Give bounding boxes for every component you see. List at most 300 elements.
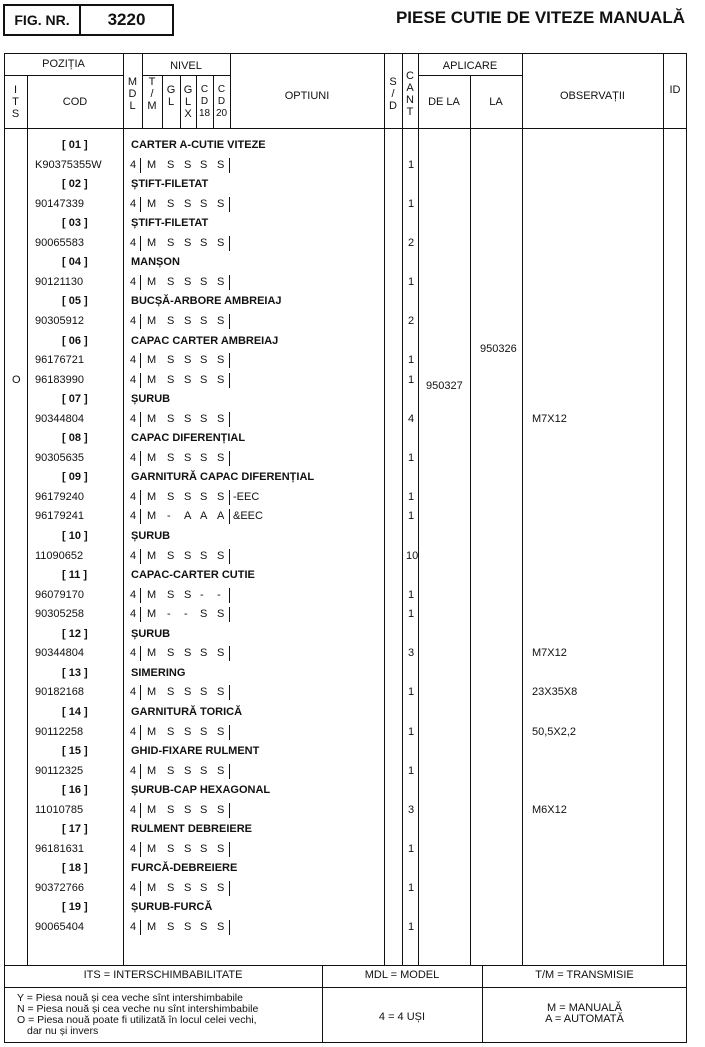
- header-bottom-rule: [4, 128, 687, 129]
- cell-divider: [229, 236, 230, 251]
- transmission-cell: M: [147, 275, 157, 288]
- level-cd18-cell: S: [200, 236, 208, 249]
- part-code: 96079170: [35, 588, 84, 601]
- part-name: ȘTIFT-FILETAT: [131, 217, 209, 230]
- quantity-cell: 1: [408, 686, 415, 699]
- quantity-cell: 2: [408, 314, 415, 327]
- cell-divider: [140, 197, 141, 212]
- position-header-row: [0, 332, 705, 351]
- cell-divider: [140, 685, 141, 700]
- part-name: SIMERING: [131, 666, 186, 679]
- level-cd18-cell: -: [200, 588, 204, 601]
- position-number: [ 01 ]: [62, 139, 88, 151]
- transmission-cell: M: [147, 725, 157, 738]
- header-glx: G L X: [183, 84, 193, 120]
- model-cell: 4: [130, 842, 137, 855]
- level-glx-cell: S: [184, 881, 192, 894]
- quantity-cell: 4: [408, 412, 415, 425]
- observation-cell: M6X12: [532, 803, 567, 816]
- position-header-row: [0, 468, 705, 487]
- position-header-row: [0, 175, 705, 194]
- part-code: 96179240: [35, 490, 84, 503]
- part-code: 96176721: [35, 354, 84, 367]
- cell-divider: [229, 842, 230, 857]
- level-cd18-cell: S: [200, 881, 208, 894]
- part-name: CAPAC DIFERENȚIAL: [131, 432, 246, 445]
- level-glx-cell: S: [184, 588, 192, 601]
- position-header-row: [0, 136, 705, 155]
- cell-divider: [229, 412, 230, 427]
- position-number: [ 07 ]: [62, 393, 88, 406]
- part-row: [0, 312, 705, 331]
- header-observatii: OBSERVAȚII: [559, 90, 625, 102]
- position-number: [ 17 ]: [62, 823, 88, 836]
- level-gl-cell: S: [167, 803, 175, 816]
- part-row: [0, 273, 705, 292]
- apply-from-cell: 950327: [426, 379, 463, 392]
- header-gl: G L: [166, 84, 176, 108]
- position-header-row: [0, 625, 705, 644]
- part-code: 90065583: [35, 236, 84, 249]
- part-row: [0, 449, 705, 468]
- transmission-cell: M: [147, 764, 157, 777]
- header-tm: T / M: [147, 76, 157, 112]
- legend-its-text: Y = Piesa nouă și cea veche sînt intershimbabile N = Piesa nouă și cea veche nu sînt intershimbabile O = Piesa nouă poate fi utilizată în locul celei vechi, dar nu și invers: [17, 992, 259, 1037]
- part-code: 90182168: [35, 686, 84, 699]
- position-header-row: [0, 390, 705, 409]
- model-cell: 4: [130, 764, 137, 777]
- level-gl-cell: S: [167, 354, 175, 367]
- observation-cell: 50,5X2,2: [532, 725, 577, 738]
- part-row: [0, 801, 705, 820]
- observation-cell: M7X12: [532, 647, 567, 660]
- level-gl-cell: S: [167, 197, 175, 210]
- position-header-row: [0, 214, 705, 233]
- cell-divider: [140, 373, 141, 388]
- part-name: CAPAC CARTER AMBREIAJ: [131, 334, 279, 347]
- position-header-row: [0, 781, 705, 800]
- level-glx-cell: S: [184, 921, 192, 933]
- level-cd20-cell: S: [217, 921, 225, 933]
- level-cd18-cell: S: [200, 373, 208, 386]
- cell-divider: [229, 197, 230, 212]
- position-header-row: [0, 703, 705, 722]
- model-cell: 4: [130, 686, 137, 699]
- level-cd20-cell: S: [217, 373, 225, 386]
- cell-divider: [229, 490, 230, 505]
- part-code: 90121130: [35, 275, 84, 288]
- level-cd20-cell: A: [217, 510, 225, 523]
- level-cd18-cell: S: [200, 647, 208, 660]
- position-number: [ 02 ]: [62, 178, 88, 191]
- model-cell: 4: [130, 354, 137, 367]
- level-gl-cell: S: [167, 158, 175, 171]
- level-gl-cell: S: [167, 764, 175, 777]
- level-cd18-cell: S: [200, 354, 208, 367]
- position-header-row: [0, 566, 705, 585]
- quantity-cell: 1: [408, 490, 415, 503]
- quantity-cell: 1: [408, 921, 415, 933]
- part-name: ȘURUB-FURCĂ: [131, 901, 213, 914]
- level-glx-cell: S: [184, 764, 192, 777]
- quantity-cell: 1: [408, 764, 415, 777]
- level-gl-cell: S: [167, 921, 175, 933]
- part-code: 90147339: [35, 197, 84, 210]
- level-cd20-cell: S: [217, 451, 225, 464]
- part-row: [0, 879, 705, 898]
- header-mdl: M D L: [127, 76, 138, 112]
- cell-divider: [140, 451, 141, 466]
- cell-divider: [140, 509, 141, 524]
- header-optiuni: OPTIUNI: [284, 90, 330, 102]
- part-name: GHID-FIXARE RULMENT: [131, 745, 260, 758]
- part-code: 90112325: [35, 764, 84, 777]
- cell-divider: [140, 412, 141, 427]
- part-name: ȘURUB: [131, 530, 171, 542]
- transmission-cell: M: [147, 686, 157, 699]
- level-cd18-cell: S: [200, 158, 208, 171]
- header-cd20: C D 20: [215, 84, 228, 119]
- part-code: 11090652: [35, 549, 84, 562]
- level-glx-cell: -: [184, 608, 188, 621]
- part-code: 90305635: [35, 451, 84, 464]
- level-gl-cell: S: [167, 588, 175, 601]
- legend-tm-title: T/M = TRANSMISIE: [535, 969, 634, 981]
- position-header-row: [0, 664, 705, 683]
- level-glx-cell: S: [184, 275, 192, 288]
- level-glx-cell: S: [184, 451, 192, 464]
- level-glx-cell: S: [184, 373, 192, 386]
- cell-divider: [140, 549, 141, 564]
- part-row: [0, 762, 705, 781]
- transmission-cell: M: [147, 197, 157, 210]
- position-header-row: [0, 742, 705, 761]
- level-cd18-cell: S: [200, 921, 208, 933]
- position-header-row: [0, 527, 705, 546]
- level-cd18-cell: S: [200, 490, 208, 503]
- level-glx-cell: S: [184, 725, 192, 738]
- cell-divider: [229, 275, 230, 290]
- model-cell: 4: [130, 921, 137, 933]
- transmission-cell: M: [147, 236, 157, 249]
- legend-mid-rule: [4, 987, 687, 988]
- cell-divider: [140, 842, 141, 857]
- level-glx-cell: S: [184, 647, 192, 660]
- quantity-cell: 1: [408, 842, 415, 855]
- quantity-cell: 1: [408, 881, 415, 894]
- level-cd20-cell: S: [217, 881, 225, 894]
- level-cd20-cell: S: [217, 354, 225, 367]
- quantity-cell: 1: [408, 197, 415, 210]
- level-gl-cell: -: [167, 510, 171, 523]
- cell-divider: [229, 803, 230, 818]
- part-name: ȘURUB-CAP HEXAGONAL: [131, 784, 271, 797]
- part-code: 96183990: [35, 373, 84, 386]
- cell-divider: [140, 490, 141, 505]
- cell-divider: [229, 549, 230, 564]
- cell-divider: [140, 725, 141, 740]
- cell-divider: [140, 353, 141, 368]
- part-name: GARNITURĂ CAPAC DIFERENȚIAL: [131, 471, 315, 484]
- header-de-la: DE LA: [428, 96, 460, 108]
- position-header-row: [0, 898, 705, 917]
- model-cell: 4: [130, 881, 137, 894]
- part-code: 90112258: [35, 725, 84, 738]
- cell-divider: [140, 314, 141, 329]
- transmission-cell: M: [147, 158, 157, 171]
- level-cd20-cell: S: [217, 842, 225, 855]
- model-cell: 4: [130, 608, 137, 621]
- level-glx-cell: S: [184, 314, 192, 327]
- part-row: [0, 371, 705, 390]
- level-cd20-cell: S: [217, 608, 225, 621]
- level-gl-cell: S: [167, 451, 175, 464]
- level-cd20-cell: -: [217, 588, 221, 601]
- model-cell: 4: [130, 725, 137, 738]
- model-cell: 4: [130, 510, 137, 523]
- quantity-cell: 1: [408, 373, 415, 386]
- position-number: [ 16 ]: [62, 784, 88, 797]
- figure-number: 3220: [81, 4, 174, 36]
- model-cell: 4: [130, 647, 137, 660]
- model-cell: 4: [130, 236, 137, 249]
- part-row: [0, 343, 705, 370]
- part-name: GARNITURĂ TORICĂ: [131, 705, 243, 718]
- model-cell: 4: [130, 373, 137, 386]
- level-cd18-cell: S: [200, 275, 208, 288]
- cell-divider: [140, 881, 141, 896]
- model-cell: 4: [130, 451, 137, 464]
- model-cell: 4: [130, 549, 137, 562]
- option-cell: -EEC: [233, 490, 260, 503]
- part-row: [0, 644, 705, 663]
- its-cell: O: [12, 373, 21, 386]
- level-glx-cell: S: [184, 412, 192, 425]
- level-cd18-cell: S: [200, 412, 208, 425]
- header-id: ID: [669, 84, 681, 96]
- part-name: ȘURUB: [131, 627, 171, 640]
- part-row: [0, 410, 705, 429]
- header-nivel: NIVEL: [170, 60, 202, 72]
- level-glx-cell: S: [184, 803, 192, 816]
- level-cd20-cell: S: [217, 275, 225, 288]
- header-la: LA: [489, 96, 503, 108]
- level-gl-cell: S: [167, 686, 175, 699]
- position-number: [ 11 ]: [62, 569, 88, 582]
- part-name: FURCĂ-DEBREIERE: [131, 862, 238, 875]
- part-row: [0, 840, 705, 859]
- cell-divider: [229, 588, 230, 603]
- position-number: [ 10 ]: [62, 530, 88, 542]
- level-cd20-cell: S: [217, 686, 225, 699]
- cell-divider: [140, 803, 141, 818]
- position-number: [ 14 ]: [62, 705, 88, 718]
- quantity-cell: 3: [408, 803, 415, 816]
- quantity-cell: 1: [408, 158, 415, 171]
- quantity-cell: 1: [408, 588, 415, 601]
- transmission-cell: M: [147, 314, 157, 327]
- cell-divider: [140, 236, 141, 251]
- cell-divider: [140, 588, 141, 603]
- part-row: [0, 586, 705, 605]
- level-cd20-cell: S: [217, 314, 225, 327]
- level-glx-cell: S: [184, 354, 192, 367]
- transmission-cell: M: [147, 803, 157, 816]
- level-gl-cell: S: [167, 373, 175, 386]
- transmission-cell: M: [147, 373, 157, 386]
- position-number: [ 13 ]: [62, 666, 88, 679]
- cell-divider: [140, 607, 141, 622]
- level-cd18-cell: S: [200, 803, 208, 816]
- level-glx-cell: S: [184, 236, 192, 249]
- level-cd18-cell: S: [200, 842, 208, 855]
- header-pozitia: POZIȚIA: [42, 58, 85, 70]
- position-number: [ 06 ]: [62, 334, 88, 347]
- transmission-cell: M: [147, 354, 157, 367]
- model-cell: 4: [130, 588, 137, 601]
- level-gl-cell: S: [167, 549, 175, 562]
- transmission-cell: M: [147, 588, 157, 601]
- transmission-cell: M: [147, 647, 157, 660]
- model-cell: 4: [130, 197, 137, 210]
- legend-its-title: ITS = INTERSCHIMBABILITATE: [83, 969, 243, 981]
- part-name: CARTER A-CUTIE VITEZE: [131, 139, 266, 151]
- model-cell: 4: [130, 275, 137, 288]
- part-row: [0, 234, 705, 253]
- cell-divider: [229, 920, 230, 935]
- cell-divider: [229, 764, 230, 779]
- cell-divider: [229, 451, 230, 466]
- part-code: 90344804: [35, 647, 84, 660]
- transmission-cell: M: [147, 412, 157, 425]
- level-glx-cell: S: [184, 686, 192, 699]
- level-gl-cell: S: [167, 647, 175, 660]
- level-glx-cell: A: [184, 510, 192, 523]
- level-gl-cell: S: [167, 842, 175, 855]
- position-header-row: [0, 253, 705, 272]
- observation-cell: M7X12: [532, 412, 567, 425]
- level-gl-cell: S: [167, 490, 175, 503]
- level-cd18-cell: S: [200, 314, 208, 327]
- part-code: 90305912: [35, 314, 84, 327]
- level-cd20-cell: S: [217, 197, 225, 210]
- part-code: 90305258: [35, 608, 84, 621]
- position-number: [ 08 ]: [62, 432, 88, 445]
- transmission-cell: M: [147, 881, 157, 894]
- level-cd18-cell: S: [200, 451, 208, 464]
- model-cell: 4: [130, 158, 137, 171]
- quantity-cell: 1: [408, 451, 415, 464]
- part-name: ȘURUB: [131, 393, 171, 406]
- position-number: [ 04 ]: [62, 256, 88, 269]
- position-number: [ 03 ]: [62, 217, 88, 230]
- part-name: MANȘON: [131, 256, 180, 269]
- cell-divider: [140, 275, 141, 290]
- quantity-cell: 1: [408, 510, 415, 523]
- model-cell: 4: [130, 803, 137, 816]
- position-number: [ 18 ]: [62, 862, 88, 875]
- model-cell: 4: [130, 314, 137, 327]
- level-cd20-cell: S: [217, 158, 225, 171]
- part-code: 90065404: [35, 921, 84, 933]
- part-code: 11010785: [35, 803, 84, 816]
- part-code: 96179241: [35, 510, 84, 523]
- quantity-cell: 1: [408, 275, 415, 288]
- cell-divider: [229, 881, 230, 896]
- part-code: K90375355W: [35, 158, 102, 171]
- cell-divider: [229, 607, 230, 622]
- legend-mdl-title: MDL = MODEL: [364, 969, 440, 981]
- level-cd18-cell: S: [200, 725, 208, 738]
- part-row: [0, 723, 705, 742]
- level-cd20-cell: S: [217, 764, 225, 777]
- level-gl-cell: S: [167, 236, 175, 249]
- transmission-cell: M: [147, 490, 157, 503]
- apply-to-cell: 950326: [480, 343, 517, 356]
- level-cd20-cell: S: [217, 803, 225, 816]
- cell-divider: [229, 685, 230, 700]
- level-glx-cell: S: [184, 842, 192, 855]
- legend-top-rule: [4, 965, 687, 966]
- level-glx-cell: S: [184, 490, 192, 503]
- transmission-cell: M: [147, 842, 157, 855]
- cell-divider: [229, 725, 230, 740]
- cell-divider: [229, 158, 230, 173]
- part-name: CAPAC-CARTER CUTIE: [131, 569, 255, 582]
- level-cd20-cell: S: [217, 549, 225, 562]
- part-row: [0, 156, 705, 175]
- level-cd20-cell: S: [217, 490, 225, 503]
- part-row: [0, 605, 705, 624]
- observation-cell: 23X35X8: [532, 686, 578, 699]
- cell-divider: [229, 314, 230, 329]
- figure-label: FIG. NR.: [3, 4, 81, 36]
- level-cd18-cell: S: [200, 197, 208, 210]
- cell-divider: [229, 509, 230, 524]
- quantity-cell: 3: [408, 647, 415, 660]
- header-its: I T S: [11, 84, 20, 120]
- level-cd20-cell: S: [217, 647, 225, 660]
- level-gl-cell: -: [167, 608, 171, 621]
- cell-divider: [140, 764, 141, 779]
- position-number: [ 15 ]: [62, 745, 88, 758]
- header-rule-pozitia: [4, 75, 123, 76]
- position-number: [ 12 ]: [62, 627, 88, 640]
- cell-divider: [140, 646, 141, 661]
- level-glx-cell: S: [184, 197, 192, 210]
- position-number: [ 09 ]: [62, 471, 88, 484]
- part-code: 90372766: [35, 881, 84, 894]
- part-row: [0, 547, 705, 566]
- level-gl-cell: S: [167, 881, 175, 894]
- part-code: 96181631: [35, 842, 84, 855]
- level-cd20-cell: S: [217, 236, 225, 249]
- position-header-row: [0, 292, 705, 311]
- quantity-cell: 1: [408, 608, 415, 621]
- part-name: ȘTIFT-FILETAT: [131, 178, 209, 191]
- legend-mdl-value: 4 = 4 UȘI: [378, 1011, 426, 1023]
- level-glx-cell: S: [184, 158, 192, 171]
- level-gl-cell: S: [167, 412, 175, 425]
- position-header-row: [0, 859, 705, 878]
- level-gl-cell: S: [167, 314, 175, 327]
- cell-divider: [229, 353, 230, 368]
- position-number: [ 19 ]: [62, 901, 88, 914]
- quantity-cell: 1: [408, 354, 415, 367]
- transmission-cell: M: [147, 510, 157, 523]
- header-cod: COD: [62, 96, 88, 108]
- part-row: [0, 683, 705, 702]
